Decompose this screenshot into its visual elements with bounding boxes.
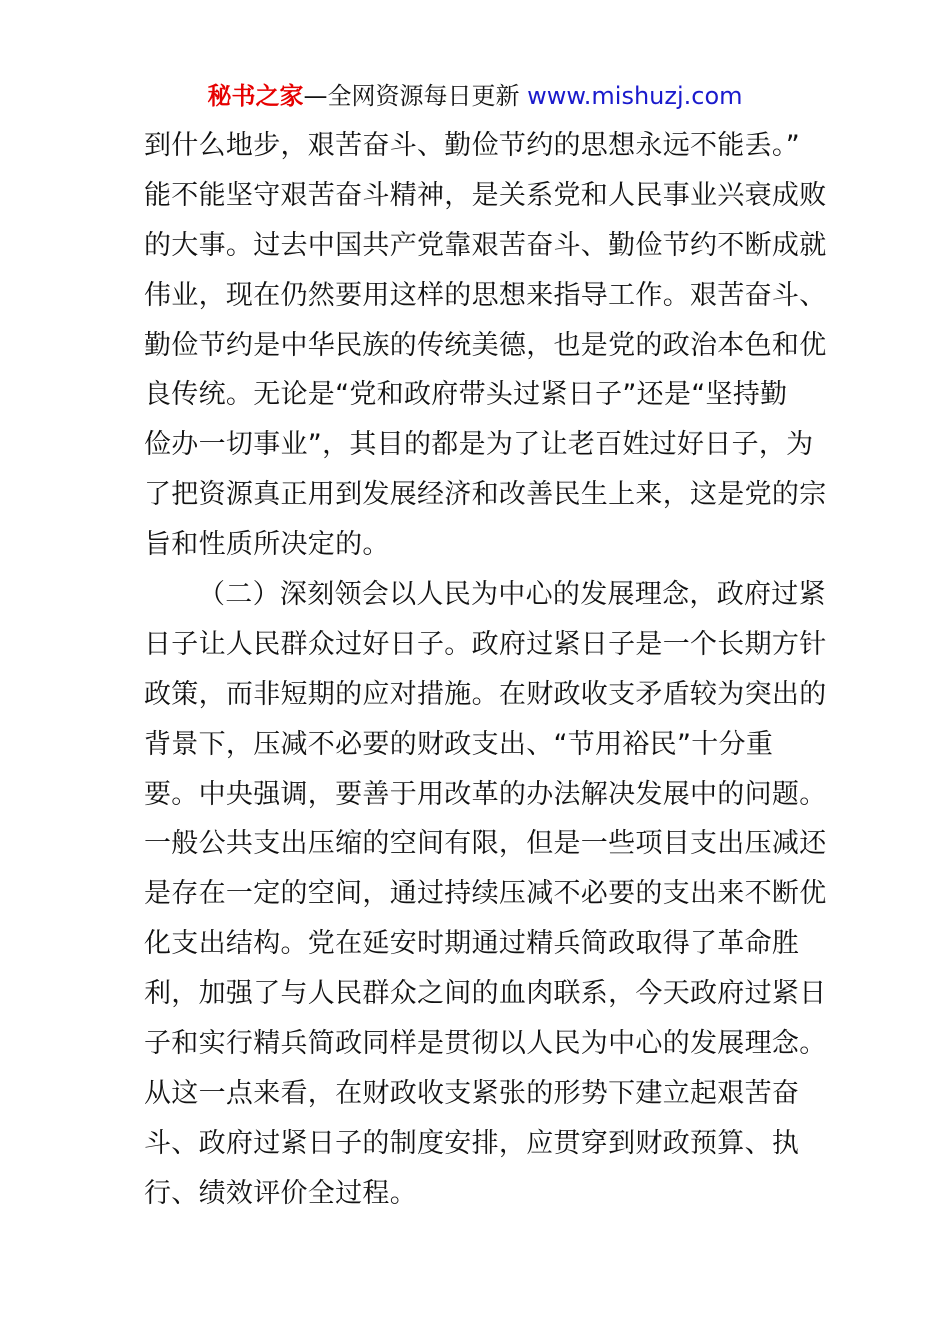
header-tagline: —全网资源每日更新 — [303, 82, 520, 110]
section-heading-line: （二）深刻领会以人民为中心的发展理念，政府过紧 — [198, 579, 826, 611]
brand-name: 秘书之家 — [207, 82, 304, 110]
text-line: 俭办一切事业”，其目的都是为了让老百姓过好日子，为 — [144, 429, 814, 461]
text-line: 一般公共支出压缩的空间有限，但是一些项目支出压减还 — [144, 828, 827, 860]
text-line: 要。中央强调，要善于用改革的办法解决发展中的问题。 — [144, 778, 827, 810]
page-header — [0, 80, 950, 112]
text-line: 的大事。过去中国共产党靠艰苦奋斗、勤俭节约不断成就 — [144, 229, 827, 261]
text-line: 旨和性质所决定的。 — [144, 529, 390, 561]
text-line: 化支出结构。党在延安时期通过精兵简政取得了革命胜 — [144, 928, 800, 960]
text-line: 到什么地步，艰苦奋斗、勤俭节约的思想永远不能丢。” — [144, 130, 800, 161]
text-line: 勤俭节约是中华民族的传统美德，也是党的政治本色和优 — [144, 329, 827, 361]
text-line: 斗、政府过紧日子的制度安排，应贯穿到财政预算、执 — [144, 1127, 800, 1159]
text-line: 行、绩效评价全过程。 — [144, 1177, 417, 1209]
text-line: 能不能坚守艰苦奋斗精神，是关系党和人民事业兴衰成败 — [144, 179, 827, 211]
text-line: 是存在一定的空间，通过持续压减不必要的支出来不断优 — [144, 878, 827, 910]
text-line: 伟业，现在仍然要用这样的思想来指导工作。艰苦奋斗、 — [144, 279, 827, 311]
text-line: 背景下，压减不必要的财政支出、“节用裕民”十分重 — [144, 728, 774, 760]
site-link[interactable]: www.mishuzj.com — [527, 82, 743, 110]
text-line: 利，加强了与人民群众之间的血肉联系，今天政府过紧日 — [144, 978, 827, 1010]
document-body — [144, 121, 827, 1219]
text-line: 子和实行精兵简政同样是贯彻以人民为中心的发展理念。 — [144, 1028, 827, 1060]
text-line: 日子让人民群众过好日子。政府过紧日子是一个长期方针 — [144, 628, 827, 660]
text-line: 良传统。无论是“党和政府带头过紧日子”还是“坚持勤 — [144, 379, 788, 411]
text-line: 政策，而非短期的应对措施。在财政收支矛盾较为突出的 — [144, 678, 827, 710]
text-line: 了把资源真正用到发展经济和改善民生上来，这是党的宗 — [144, 479, 827, 511]
text-line: 从这一点来看，在财政收支紧张的形势下建立起艰苦奋 — [144, 1077, 800, 1109]
